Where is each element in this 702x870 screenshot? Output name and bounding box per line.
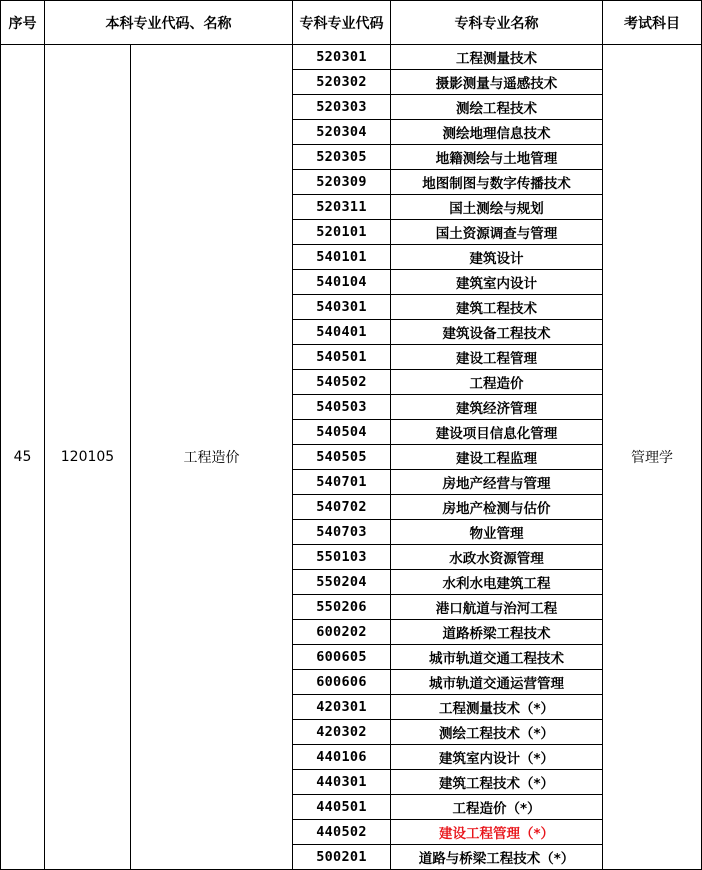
junior-name-cell: 建设项目信息化管理 [391, 420, 603, 445]
junior-code-cell: 520305 [293, 145, 391, 170]
junior-code-cell: 540702 [293, 495, 391, 520]
junior-name-cell: 水利水电建筑工程 [391, 570, 603, 595]
junior-name-cell: 建筑设计 [391, 245, 603, 270]
junior-code-cell: 520101 [293, 220, 391, 245]
junior-code-cell: 540503 [293, 395, 391, 420]
exam-subject-cell: 管理学 [603, 45, 702, 870]
junior-name-cell: 建筑室内设计 [391, 270, 603, 295]
junior-code-cell: 540301 [293, 295, 391, 320]
junior-name-cell: 摄影测量与遥感技术 [391, 70, 603, 95]
header-junior-name: 专科专业名称 [391, 1, 603, 45]
junior-code-cell: 440501 [293, 795, 391, 820]
junior-name-cell: 地籍测绘与土地管理 [391, 145, 603, 170]
junior-name-cell: 工程测量技术 [391, 45, 603, 70]
junior-code-cell: 540104 [293, 270, 391, 295]
junior-name-cell: 工程造价 [391, 370, 603, 395]
header-seq: 序号 [1, 1, 45, 45]
junior-name-cell: 建筑工程技术（*） [391, 770, 603, 795]
junior-name-cell: 建筑设备工程技术 [391, 320, 603, 345]
junior-name-cell: 港口航道与治河工程 [391, 595, 603, 620]
junior-name-cell: 建设工程管理（*） [391, 820, 603, 845]
junior-name-cell: 地图制图与数字传播技术 [391, 170, 603, 195]
undergrad-code-cell: 120105 [45, 45, 131, 870]
junior-name-cell: 城市轨道交通运营管理 [391, 670, 603, 695]
junior-code-cell: 540504 [293, 420, 391, 445]
header-exam-subject: 考试科目 [603, 1, 702, 45]
junior-code-cell: 440106 [293, 745, 391, 770]
junior-code-cell: 520304 [293, 120, 391, 145]
table-row [1, 45, 702, 70]
junior-name-cell: 水政水资源管理 [391, 545, 603, 570]
junior-code-cell: 540501 [293, 345, 391, 370]
junior-code-cell: 550204 [293, 570, 391, 595]
junior-code-cell: 600605 [293, 645, 391, 670]
junior-name-cell: 建设工程管理 [391, 345, 603, 370]
junior-name-cell: 测绘工程技术（*） [391, 720, 603, 745]
junior-code-cell: 520309 [293, 170, 391, 195]
junior-name-cell: 建筑经济管理 [391, 395, 603, 420]
junior-name-cell: 建筑工程技术 [391, 295, 603, 320]
junior-code-cell: 420302 [293, 720, 391, 745]
junior-code-cell: 540505 [293, 445, 391, 470]
junior-name-cell: 房地产检测与估价 [391, 495, 603, 520]
junior-name-cell: 道路与桥梁工程技术（*） [391, 845, 603, 870]
junior-code-cell: 540502 [293, 370, 391, 395]
junior-code-cell: 520311 [293, 195, 391, 220]
junior-name-cell: 工程测量技术（*） [391, 695, 603, 720]
seq-cell: 45 [1, 45, 45, 870]
table-header [1, 1, 702, 45]
junior-code-cell: 540703 [293, 520, 391, 545]
header-junior-code: 专科专业代码 [293, 1, 391, 45]
junior-name-cell: 测绘工程技术 [391, 95, 603, 120]
junior-code-cell: 420301 [293, 695, 391, 720]
undergrad-name-cell: 工程造价 [131, 45, 293, 870]
header-row [1, 1, 702, 45]
junior-name-cell: 国土测绘与规划 [391, 195, 603, 220]
junior-name-cell: 房地产经营与管理 [391, 470, 603, 495]
junior-name-cell: 城市轨道交通工程技术 [391, 645, 603, 670]
junior-code-cell: 540101 [293, 245, 391, 270]
junior-code-cell: 440502 [293, 820, 391, 845]
junior-name-cell: 道路桥梁工程技术 [391, 620, 603, 645]
junior-name-cell: 物业管理 [391, 520, 603, 545]
junior-name-cell: 测绘地理信息技术 [391, 120, 603, 145]
junior-code-cell: 600606 [293, 670, 391, 695]
junior-name-cell: 国土资源调查与管理 [391, 220, 603, 245]
junior-name-cell: 建设工程监理 [391, 445, 603, 470]
junior-code-cell: 440301 [293, 770, 391, 795]
junior-code-cell: 500201 [293, 845, 391, 870]
table-body [1, 45, 702, 870]
junior-code-cell: 550206 [293, 595, 391, 620]
junior-name-cell: 工程造价（*） [391, 795, 603, 820]
junior-code-cell: 550103 [293, 545, 391, 570]
junior-code-cell: 520302 [293, 70, 391, 95]
junior-code-cell: 520301 [293, 45, 391, 70]
junior-code-cell: 520303 [293, 95, 391, 120]
junior-code-cell: 600202 [293, 620, 391, 645]
junior-code-cell: 540701 [293, 470, 391, 495]
header-undergrad-major: 本科专业代码、名称 [45, 1, 293, 45]
junior-name-cell: 建筑室内设计（*） [391, 745, 603, 770]
junior-code-cell: 540401 [293, 320, 391, 345]
